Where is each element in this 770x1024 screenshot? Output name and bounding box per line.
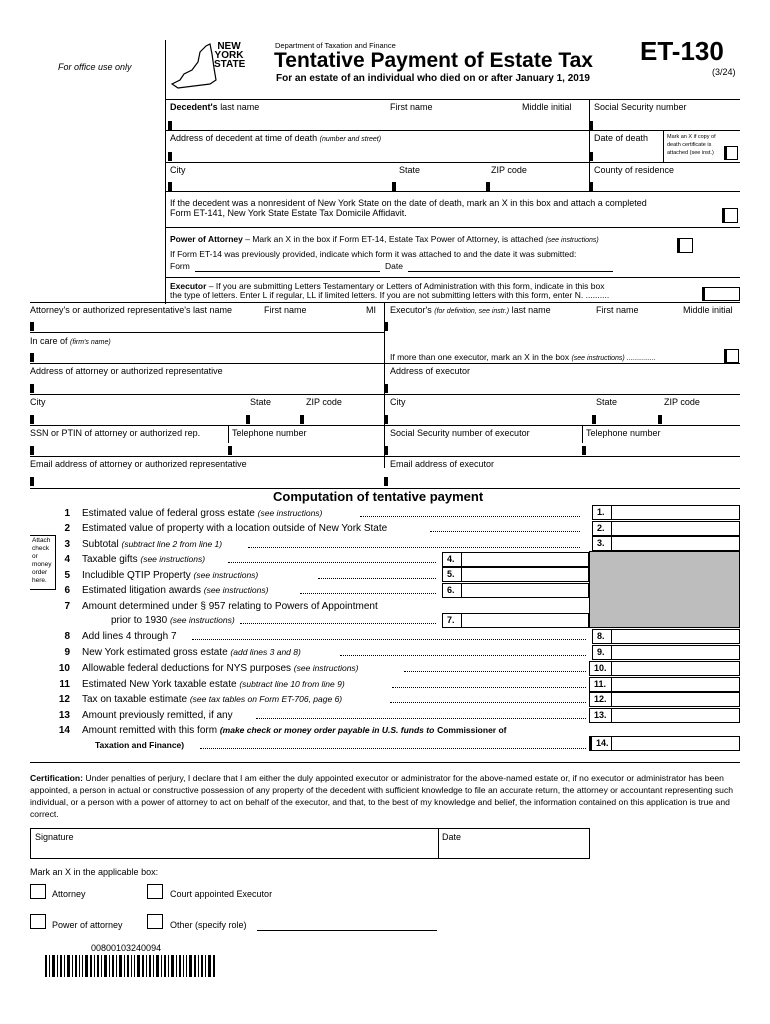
leader-dots xyxy=(248,539,580,548)
attach-check-note: Attach check or money order here. xyxy=(30,535,56,590)
barcode-number: 00800103240094 xyxy=(91,943,162,953)
executor-zip-field[interactable] xyxy=(664,409,738,424)
leader-dots xyxy=(360,508,580,517)
executor-phone-field[interactable] xyxy=(588,440,738,455)
attorney-first-name-label: First name xyxy=(264,305,307,315)
line-num: 8 xyxy=(64,631,70,642)
form-number: ET-130 xyxy=(640,36,724,66)
field-marker xyxy=(384,415,388,424)
line-8-text: Add lines 4 through 7 xyxy=(82,631,177,642)
line-3-amount[interactable] xyxy=(612,536,740,551)
line-1-amount[interactable] xyxy=(612,505,740,520)
office-use-label: For office use only xyxy=(58,62,132,72)
decedent-middle-initial-label: Middle initial xyxy=(522,102,572,112)
leader-dots xyxy=(228,554,436,563)
line-2-amount[interactable] xyxy=(612,521,740,536)
executor-letters-text-1: Executor – If you are submitting Letters Testamentary or Letters of Administration with this form, indicate in this box xyxy=(170,281,605,291)
executor-name-field[interactable] xyxy=(390,316,738,332)
attorney-zip-field[interactable] xyxy=(306,409,381,424)
line-num: 13 xyxy=(58,710,70,721)
line-6-amount[interactable] xyxy=(462,583,589,598)
line-5-label: 5. xyxy=(442,567,462,582)
field-marker xyxy=(300,415,304,424)
form-subtitle: For an estate of an individual who died on or after January 1, 2019 xyxy=(276,73,590,84)
line-num: 6 xyxy=(64,585,70,596)
other-role-field[interactable] xyxy=(257,918,437,930)
leader-dots xyxy=(404,663,586,672)
more-executors-label: If more than one executor, mark an X in the box (see instructions) ............... xyxy=(390,352,656,362)
attorney-name-label: Attorney's or authorized representative's last name xyxy=(30,305,233,315)
line-10-text: Allowable federal deductions for NYS purposes (see instructions) xyxy=(82,663,359,674)
executor-ssn-field[interactable] xyxy=(390,440,579,455)
field-marker xyxy=(486,182,490,191)
executor-city-label: City xyxy=(390,397,406,407)
leader-dots xyxy=(392,679,586,688)
nonresident-checkbox[interactable] xyxy=(722,208,738,223)
attorney-checkbox[interactable] xyxy=(30,884,46,899)
attorney-email-field[interactable] xyxy=(36,470,381,485)
leader-dots xyxy=(430,523,580,532)
leader-dots xyxy=(390,694,586,703)
line-6-text: Estimated litigation awards (see instructions) xyxy=(82,585,269,596)
line-13-amount[interactable] xyxy=(612,708,740,723)
attorney-address-label: Address of attorney or authorized representative xyxy=(30,366,223,376)
death-cert-note: Mark an X if copy of death certificate is attached (see inst.) xyxy=(667,134,716,156)
poa-text-2: If Form ET-14 was previously provided, indicate which form it was attached to and the date it was submitted: xyxy=(170,249,577,259)
other-role-label: Other (specify role) xyxy=(170,920,247,930)
executor-city-field[interactable] xyxy=(390,409,589,424)
line-7-text-cont: prior to 1930 (see instructions) xyxy=(111,615,235,626)
leader-dots xyxy=(256,710,586,719)
attorney-city-label: City xyxy=(30,397,46,407)
signature-label: Signature xyxy=(35,832,74,842)
decedent-zip-field[interactable] xyxy=(492,176,586,191)
attorney-name-field[interactable] xyxy=(36,316,381,332)
decedent-city-label: City xyxy=(170,165,186,175)
other-role-checkbox[interactable] xyxy=(147,914,163,929)
poa-checkbox[interactable] xyxy=(677,238,693,253)
power-of-attorney-checkbox[interactable] xyxy=(30,914,46,929)
barcode xyxy=(45,955,215,977)
executor-email-label: Email address of executor xyxy=(390,459,495,469)
decedent-ssn-field[interactable] xyxy=(595,114,738,130)
field-marker xyxy=(30,415,34,424)
more-executors-checkbox[interactable] xyxy=(724,349,739,363)
line-2-label: 2. xyxy=(592,521,612,536)
line-10-label: 10. xyxy=(589,661,612,676)
field-marker xyxy=(592,415,596,424)
executor-first-name-label: First name xyxy=(596,305,639,315)
poa-text-1: Power of Attorney – Mark an X in the box if Form ET-14, Estate Tax Power of Attorney, is attached (see instructions) xyxy=(170,234,599,244)
executor-email-field[interactable] xyxy=(390,470,738,485)
attorney-zip-label: ZIP code xyxy=(306,397,342,407)
line-12-text: Tax on taxable estimate (see tax tables on Form ET-706, page 6) xyxy=(82,694,343,705)
line-8-label: 8. xyxy=(592,629,612,644)
line-7-label: 7. xyxy=(442,613,462,628)
line-5-amount[interactable] xyxy=(462,567,589,582)
attorney-address-field[interactable] xyxy=(36,378,381,393)
line-num: 3 xyxy=(64,539,70,550)
field-marker xyxy=(589,182,593,191)
nonresident-text-1: If the decedent was a nonresident of New York State on the date of death, mark an X in this box and attach a completed xyxy=(170,198,647,208)
executor-middle-initial-label: Middle initial xyxy=(683,305,733,315)
care-of-label: In care of (firm's name) xyxy=(30,336,111,346)
decedent-state-label: State xyxy=(399,165,421,175)
executor-address-label: Address of executor xyxy=(390,366,471,376)
executor-ssn-label: Social Security number of executor xyxy=(390,428,530,438)
field-marker xyxy=(30,384,34,393)
line-13-text: Amount previously remitted, if any xyxy=(82,710,233,721)
field-marker xyxy=(168,152,172,161)
line-9-amount[interactable] xyxy=(612,645,740,660)
poa-form-label: Form xyxy=(170,261,190,271)
line-7-text: Amount determined under § 957 relating to Powers of Appointment xyxy=(82,601,378,612)
line-num: 7 xyxy=(64,601,70,612)
field-marker xyxy=(658,415,662,424)
field-marker xyxy=(168,121,172,130)
field-marker xyxy=(168,182,172,191)
decedent-ssn-label: Social Security number xyxy=(594,102,687,112)
attorney-phone-label: Telephone number xyxy=(232,428,307,438)
attorney-ssn-field[interactable] xyxy=(36,440,225,455)
ny-state-logo: NEW YORK STATE xyxy=(170,40,248,92)
line-num: 2 xyxy=(64,523,70,534)
line-3-label: 3. xyxy=(592,536,612,551)
field-marker xyxy=(246,415,250,424)
decedent-address-label: Address of decedent at time of death (number and street) xyxy=(170,133,382,143)
line-12-amount[interactable] xyxy=(612,692,740,707)
poa-date-label: Date xyxy=(385,261,403,271)
leader-dots xyxy=(300,585,436,594)
line-14-label: 14. xyxy=(589,736,612,751)
leader-dots xyxy=(200,740,586,749)
field-marker xyxy=(30,322,34,331)
line-2-text: Estimated value of property with a location outside of New York State xyxy=(82,523,388,534)
line-num: 12 xyxy=(58,694,70,705)
executor-letters-text-2: the type of letters. Enter L if regular, LL if limited letters. If you are not submitting letters with this form, enter N. .......... xyxy=(170,290,610,300)
field-marker xyxy=(30,353,34,362)
court-executor-checkbox[interactable] xyxy=(147,884,163,899)
field-marker xyxy=(384,384,388,393)
line-num: 10 xyxy=(58,663,70,674)
line-8-amount[interactable] xyxy=(612,629,740,644)
letters-type-field[interactable] xyxy=(702,287,740,301)
care-of-field[interactable] xyxy=(36,347,381,362)
line-13-label: 13. xyxy=(589,708,612,723)
field-marker xyxy=(582,446,586,455)
leader-dots xyxy=(240,615,436,624)
date-of-death-label: Date of death xyxy=(594,133,649,143)
mark-applicable-label: Mark an X in the applicable box: xyxy=(30,867,159,877)
court-executor-label: Court appointed Executor xyxy=(170,889,273,899)
leader-dots xyxy=(192,631,586,640)
poa-date-field[interactable] xyxy=(408,260,613,271)
field-marker xyxy=(30,477,34,486)
poa-form-field[interactable] xyxy=(195,260,380,271)
line-1-text: Estimated value of federal gross estate (see instructions) xyxy=(82,508,323,519)
line-10-amount[interactable] xyxy=(612,661,740,676)
county-field[interactable] xyxy=(595,176,738,191)
executor-state-field[interactable] xyxy=(598,409,655,424)
date-label: Date xyxy=(442,832,462,842)
line-1-label: 1. xyxy=(592,505,612,520)
line-5-text: Includible QTIP Property (see instructions) xyxy=(82,570,259,581)
shaded-block xyxy=(589,551,740,628)
county-label: County of residence xyxy=(594,165,675,175)
line-4-text: Taxable gifts (see instructions) xyxy=(82,554,206,565)
decedent-zip-label: ZIP code xyxy=(491,165,527,175)
line-12-label: 12. xyxy=(589,692,612,707)
line-num: 1 xyxy=(64,508,70,519)
death-cert-checkbox[interactable] xyxy=(724,146,738,160)
decedent-address-field[interactable] xyxy=(174,145,586,161)
decedent-last-name-label: Decedent's last name xyxy=(170,102,260,112)
line-num: 4 xyxy=(64,554,70,565)
leader-dots xyxy=(340,647,586,656)
attorney-ssn-label: SSN or PTIN of attorney or authorized rep. xyxy=(30,428,201,438)
attorney-mi-label: MI xyxy=(366,305,376,315)
line-num: 5 xyxy=(64,570,70,581)
leader-dots xyxy=(318,570,436,579)
line-9-text: New York estimated gross estate (add lines 3 and 8) xyxy=(82,647,301,658)
line-num: 9 xyxy=(64,647,70,658)
line-num: 14 xyxy=(58,725,70,736)
power-of-attorney-label: Power of attorney xyxy=(52,920,123,930)
line-11-amount[interactable] xyxy=(612,677,740,692)
field-marker xyxy=(589,152,593,161)
department-label: Department of Taxation and Finance xyxy=(275,41,396,50)
line-9-label: 9. xyxy=(592,645,612,660)
field-marker xyxy=(30,446,34,455)
executor-name-label: Executor's (for definition, see instr.) last name xyxy=(390,305,551,315)
field-marker xyxy=(384,446,388,455)
attorney-state-field[interactable] xyxy=(252,409,297,424)
executor-address-field[interactable] xyxy=(390,378,738,393)
line-4-amount[interactable] xyxy=(462,552,589,567)
attorney-phone-field[interactable] xyxy=(234,440,381,455)
line-11-label: 11. xyxy=(589,677,612,692)
decedent-state-field[interactable] xyxy=(398,176,483,191)
field-marker xyxy=(589,121,593,130)
line-6-label: 6. xyxy=(442,583,462,598)
form-title: Tentative Payment of Estate Tax xyxy=(274,49,593,72)
attorney-state-label: State xyxy=(250,397,272,407)
line-14-text-cont: Taxation and Finance) xyxy=(95,740,185,750)
decedent-name-field[interactable] xyxy=(174,114,586,130)
attorney-city-field[interactable] xyxy=(36,409,243,424)
form-revision: (3/24) xyxy=(712,67,736,77)
executor-state-label: State xyxy=(596,397,618,407)
line-4-label: 4. xyxy=(442,552,462,567)
field-marker xyxy=(392,182,396,191)
nonresident-text-2: Form ET-141, New York State Estate Tax Domicile Affidavit. xyxy=(170,208,407,218)
header-divider xyxy=(165,40,166,99)
decedent-city-field[interactable] xyxy=(174,176,389,191)
line-7-amount[interactable] xyxy=(462,613,589,628)
line-num: 11 xyxy=(59,679,70,690)
line-11-text: Estimated New York taxable estate (subtract line 10 from line 9) xyxy=(82,679,345,690)
decedent-first-name-label: First name xyxy=(390,102,433,112)
attorney-email-label: Email address of attorney or authorized representative xyxy=(30,459,247,469)
attorney-option-label: Attorney xyxy=(52,889,86,899)
computation-heading: Computation of tentative payment xyxy=(273,489,484,504)
field-marker xyxy=(384,477,388,486)
executor-zip-label: ZIP code xyxy=(664,397,700,407)
line-14-text: Amount remitted with this form (make check or money order payable in U.S. funds to Commissioner of xyxy=(82,725,507,736)
executor-phone-label: Telephone number xyxy=(586,428,661,438)
line-3-text: Subtotal (subtract line 2 from line 1) xyxy=(82,539,223,550)
field-marker xyxy=(384,322,388,331)
certification-text: Certification: Under penalties of perjury, I declare that I am either the duly appointed executor or administrator for the above-named estate or, if no executor or administrator has been appointed, a person in actual or constructive possession of any property of the decedent with sufficient knowledge to file an accurate return, the attorney or accountant representing such individual, or a person with a power of attorney to act on behalf of the executor, and that, to the best of my knowledge and belief, the information contained on this application is true and correct. xyxy=(30,773,734,819)
line-14-amount[interactable] xyxy=(612,736,740,751)
field-marker xyxy=(228,446,232,455)
